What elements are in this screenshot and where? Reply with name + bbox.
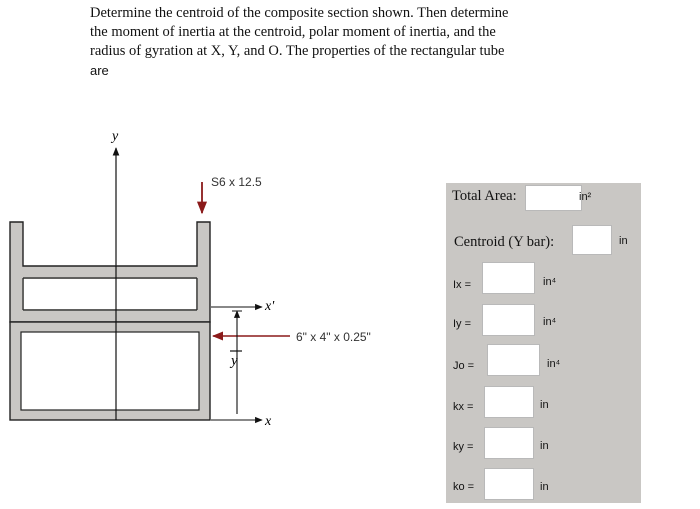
centroid-unit: in	[619, 235, 628, 247]
channel-web-fill	[24, 279, 196, 309]
ko-unit: in	[540, 481, 549, 493]
centroid-input[interactable]	[572, 225, 612, 255]
ybar-label: y	[231, 353, 238, 369]
problem-line-2: the moment of inertia at the centroid, polar moment of inertia, and the	[90, 24, 496, 40]
kx-input[interactable]	[484, 386, 534, 418]
jo-label: Jo =	[453, 360, 475, 372]
iy-unit: in⁴	[543, 316, 557, 328]
jo-unit: in⁴	[547, 358, 561, 370]
total-area-label: Total Area:	[452, 188, 517, 204]
ky-label: ky =	[453, 441, 474, 453]
ix-unit: in⁴	[543, 276, 557, 288]
problem-line-4: are	[90, 63, 109, 78]
problem-line-3: radius of gyration at X, Y, and O. The properties of the rectangular tube	[90, 43, 505, 59]
kx-unit: in	[540, 399, 549, 411]
total-area-input[interactable]	[525, 185, 582, 211]
iy-input[interactable]	[482, 304, 535, 336]
iy-label: Iy =	[453, 318, 472, 330]
tube-label: 6" x 4" x 0.25"	[296, 330, 371, 344]
answer-panel	[446, 183, 641, 503]
ix-label: Ix =	[453, 279, 472, 291]
jo-input[interactable]	[487, 344, 540, 376]
ky-input[interactable]	[484, 427, 534, 459]
ko-label: ko =	[453, 481, 475, 493]
x-axis-label: x	[265, 414, 272, 429]
ko-input[interactable]	[484, 468, 534, 500]
y-axis-label: y	[112, 129, 119, 144]
channel-label: S6 x 12.5	[211, 175, 262, 189]
total-area-unit: in²	[579, 191, 592, 203]
ix-input[interactable]	[482, 262, 535, 294]
centroid-label: Centroid (Y bar):	[454, 234, 555, 250]
problem-line-1: Determine the centroid of the composite section shown. Then determine	[90, 5, 509, 21]
ky-unit: in	[540, 440, 549, 452]
tube-inner	[21, 332, 199, 410]
kx-label: kx =	[453, 401, 474, 413]
centroid-axis-label: x'	[265, 299, 275, 314]
